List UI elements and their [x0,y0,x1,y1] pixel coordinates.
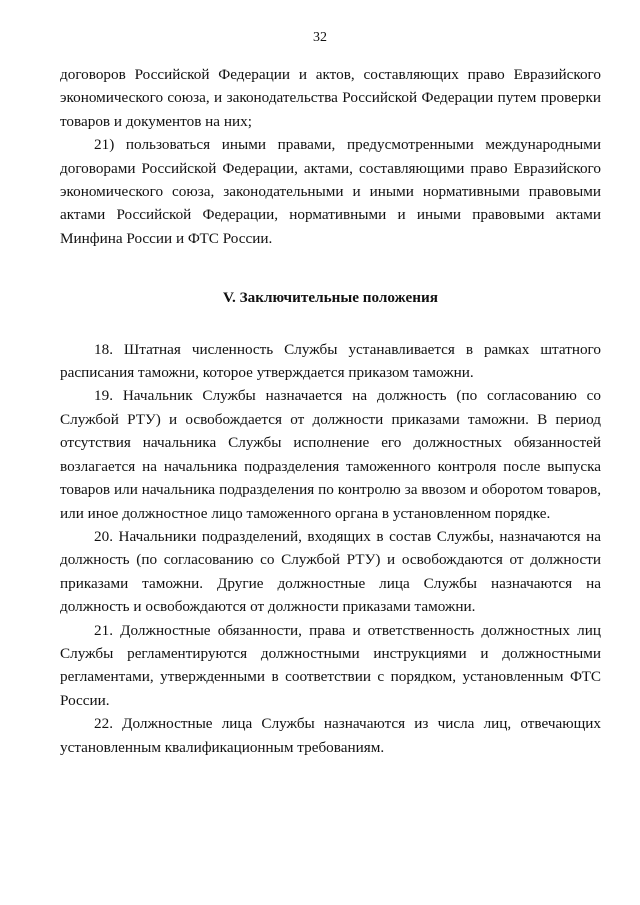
paragraph-22: 22. Должностные лица Службы назначаются из числа лиц, отвечающих установленным квалификационным требованиям. [60,715,601,756]
document-body [60,63,601,759]
paragraph-19: 19. Начальник Службы назначается на должность (по согласованию со Службой РТУ) и освобождается от должности приказами таможни. В период отсутствия начальника Службы исполнение его должностных обязанностей возлагается на начальника подразделения таможенного контроля после выпуска товаров или начальника подразделения по контролю за ввозом и оборотом товаров, или иное должностное лицо таможенного органа в установленном порядке. [60,387,601,522]
page-number: 32 [313,30,327,45]
paragraph-21: 21. Должностные обязанности, права и ответственность должностных лиц Службы регламентируются должностными инструкциями и должностными регламентами, утвержденными в соответствии с порядком, установленным ФТС России. [60,621,601,709]
paragraph-continuation: договоров Российской Федерации и актов, составляющих право Евразийского экономического союза, и законодательства Российской Федерации путем проверки товаров и документов на них; [60,66,601,130]
section-heading: V. Заключительные положения [223,289,438,307]
paragraph-18: 18. Штатная численность Службы устанавливается в рамках штатного расписания таможни, которое утверждается приказом таможни. [60,340,601,382]
paragraph-item-21: 21) пользоваться иными правами, предусмотренными международными договорами Российской Федерации, актами, составляющими право Евразийского экономического союза, законодательными и иными нормативными правовыми актами Российской Федерации, нормативными и иными правовыми актами Минфина России и ФТС России. [60,136,601,247]
paragraph-20: 20. Начальники подразделений, входящих в состав Службы, назначаются на должность (по согласованию со Службой РТУ) и освобождаются от должности приказами таможни. Другие должностные лица Службы назначаются на должность и освобождаются от должности приказами таможни. [60,527,601,616]
